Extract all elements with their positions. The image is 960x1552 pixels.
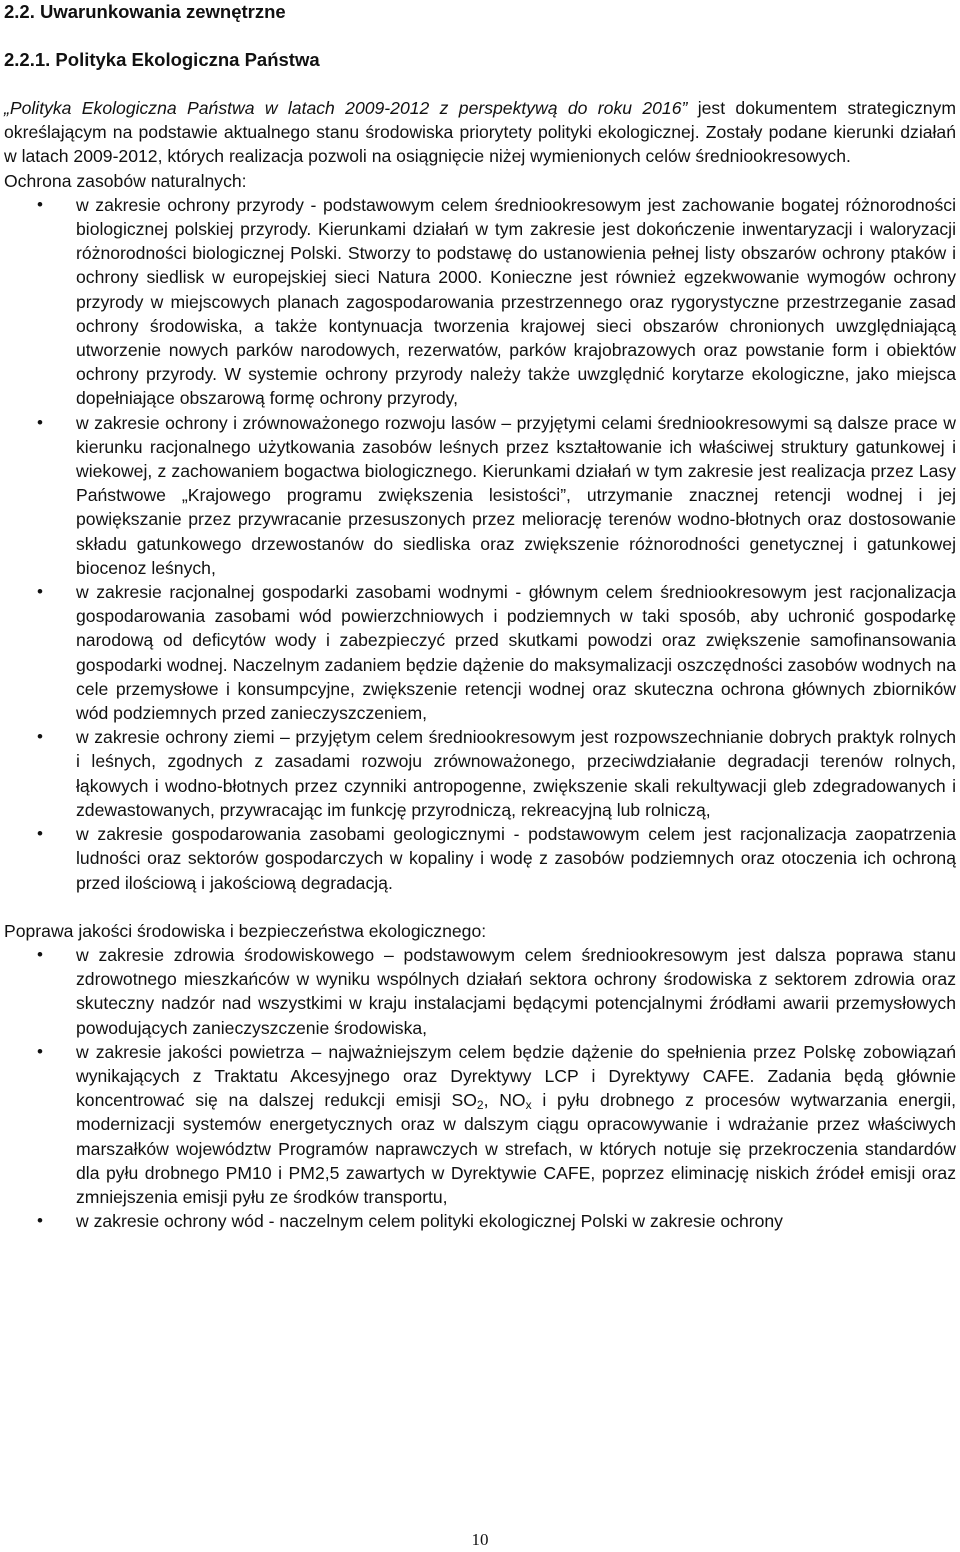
list-item: • w zakresie gospodarowania zasobami geologicznymi - podstawowym celem jest racjonalizacja zaopatrzenia ludności oraz sektorów gospodarczych w kopaliny i wodę z zasobów podziemnych oraz otoczenia ich ochroną przed ilościową i jakościową degradacją. [4,822,956,895]
document-page [4,0,956,1233]
list-item: • w zakresie ochrony ziemi – przyjętym celem średniookresowym jest rozpowszechnianie dobrych praktyk rolnych i leśnych, zgodnych z zasadami rozwoju zrównoważonego, przeciwdziałanie degradacji terenów rolnych, łąkowych i wodno-błotnych przez czynniki antropogenne, zwiększenie skali rekultywacji gleb zdegradowanych i zdewastowanych, przywracając im funkcję przyrodniczą, rekreacyjną lub rolniczą, [4,725,956,822]
list-item: • w zakresie jakości powietrza – najważniejszym celem będzie dążenie do spełnienia przez Polskę zobowiązań wynikających z Traktatu Akcesyjnego oraz Dyrektywy LCP i Dyrektywy CAFE. Zadania będą głównie koncentrować się na dalszej redukcji emisji $SO_2$, $NO_x$ i pyłu drobnego z procesów wytwarzania energii, modernizacji systemów energetycznych oraz w dalszym ciągu opracowywanie i wdrażanie przez właściwych marszałków województw Programów naprawczych w strefach, w których notuje się przekroczenia standardów dla pyłu drobnego PM10 i PM2,5 zawartych w Dyrektywie CAFE, poprzez eliminację niskich źródeł emisji oraz zmniejszenia emisji pyłu ze środków transportu, [4,1040,956,1209]
natural-resources-list [4,193,956,895]
subsection-heading: 2.2.1. Polityka Ekologiczna Państwa [4,49,320,70]
page-number: 10 [471,1530,489,1549]
list-item: • w zakresie ochrony przyrody - podstawowym celem średniookresowym jest zachowanie bogatej różnorodności biologicznej polskiej przyrody. Kierunkami działań w tym zakresie jest dokończenie inwentaryzacji i waloryzacji różnorodności biologicznej Polski. Stworzy to podstawę do ustanowienia pełnej listy obszarów ochrony ptaków i ochrony siedlisk w europejskiej sieci Natura 2000. Konieczne jest również egzekwowanie wymogów ochrony przyrody w miejscowych planach zagospodarowania przestrzennego oraz rygorystyczne przestrzeganie zasad ochrony środowiska, a także kontynuacja tworzenia krajowej sieci obszarów chronionych uwzględniającą utworzenie nowych parków narodowych, rezerwatów, parków krajobrazowych oraz powstanie form i obiektów ochrony przyrody. W systemie ochrony przyrody należy także uwzględnić korytarze ekologiczne, jako miejsca dopełniające obszarową formę ochrony przyrody, [4,193,956,411]
section-heading: 2.2. Uwarunkowania zewnętrzne [4,1,286,22]
environment-quality-list [4,943,956,1233]
list-item: • w zakresie racjonalnej gospodarki zasobami wodnymi - głównym celem średniookresowym jest racjonalizacja gospodarowania zasobami wód powierzchniowych i podziemnych w taki sposób, aby uchronić gospodarkę narodową od deficytów wody i zabezpieczyć przed skutkami powodzi oraz zwiększenie samofinansowania gospodarki wodnej. Naczelnym zadaniem będzie dążenie do maksymalizacji oszczędności zasobów wodnych na cele przemysłowe i konsumpcyjne, zwiększenie retencji wodnej oraz skuteczna ochrona głównych zbiorników wód podziemnych przed zanieczyszczeniem, [4,580,956,725]
intro-paragraph [4,96,956,169]
list-item: • w zakresie zdrowia środowiskowego – podstawowym celem średniookresowym jest dalsza poprawa stanu zdrowotnego mieszkańców w wyniku wspólnych działań sektora ochrony środowiska z sektorem zdrowia oraz skuteczny nadzór nad wszystkimi w kraju instalacjami będącymi potencjalnymi źródłami awarii przemysłowych powodujących zanieczyszczenie środowiska, [4,943,956,1040]
policy-title: „Polityka Ekologiczna Państwa w latach 2009-2012 z perspektywą do roku 2016” [4,98,688,118]
natural-resources-label: Ochrona zasobów naturalnych: [4,170,247,191]
intro-text: jest dokumentem strategicznym określającym na podstawie aktualnego stanu środowiska priorytety polityki ekologicznej. Zostały podane kierunki działań w latach 2009-2012, których realizacja pozwoli na osiągnięcie niżej wymienionych celów średniookresowych. [4,98,956,167]
list-item: • w zakresie ochrony wód - naczelnym celem polityki ekologicznej Polski w zakresie ochrony [4,1209,956,1233]
environment-quality-label: Poprawa jakości środowiska i bezpieczeństwa ekologicznego: [4,920,487,941]
list-item: • w zakresie ochrony i zrównoważonego rozwoju lasów – przyjętymi celami średniookresowymi są dalsze prace w kierunku racjonalnego użytkowania zasobów leśnych przez kształtowanie ich właściwej struktury gatunkowej i wiekowej, z zachowaniem bogactwa biologicznego. Kierunkami działań w tym zakresie jest realizacja przez Lasy Państwowe „Krajowego programu zwiększenia lesistości”, utrzymanie znacznej retencji wodnej i jej powiększanie przez przywracanie przesuszonych przez meliorację terenów wodno-błotnych oraz dostosowanie składu gatunkowego drzewostanów do siedliska oraz zwiększenie różnorodności genetycznej i gatunkowej biocenoz leśnych, [4,411,956,580]
